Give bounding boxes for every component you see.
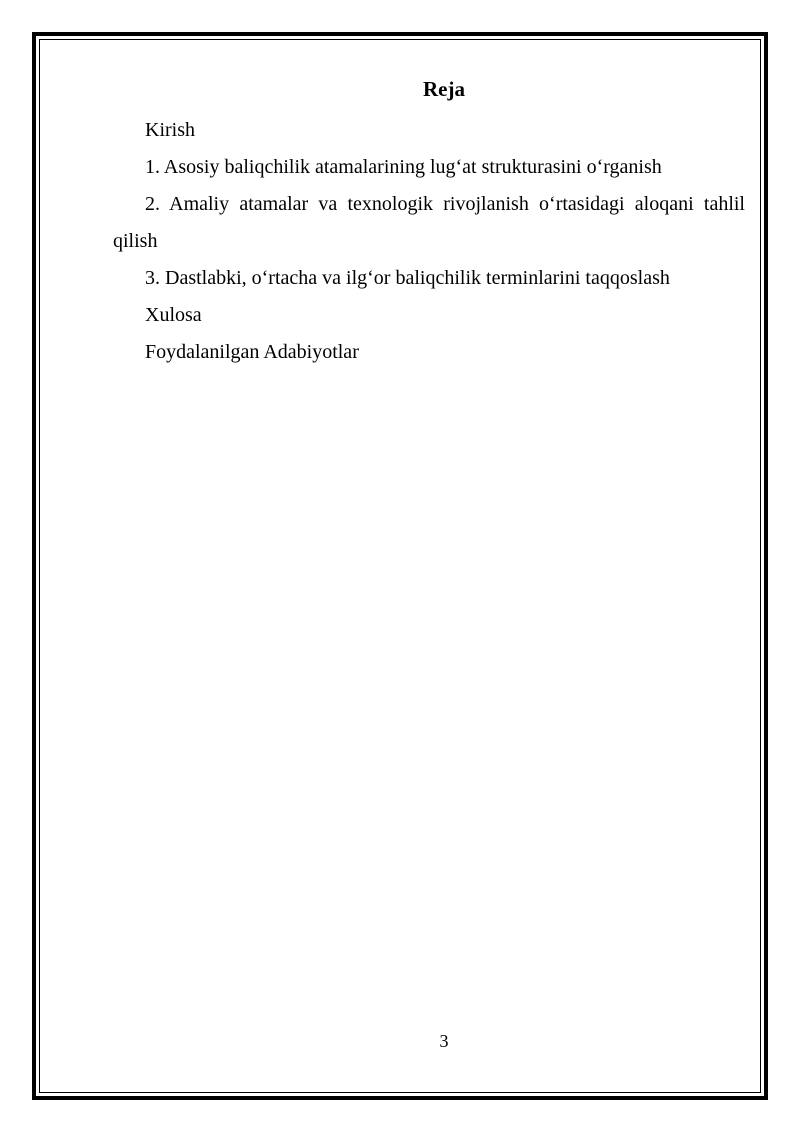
- table-of-contents: [113, 112, 745, 371]
- page-number: 3: [439, 1031, 449, 1051]
- page-title: Reja: [423, 77, 465, 101]
- toc-item-introduction: Kirish: [145, 119, 195, 141]
- toc-item-references: Foydalanilgan Adabiyotlar: [145, 341, 359, 363]
- toc-item-chapter-3: 3. Dastlabki, o‘rtacha va ilg‘or baliqchilik terminlarini taqqoslash: [145, 267, 670, 289]
- toc-item-chapter-1: 1. Asosiy baliqchilik atamalarining lug‘at strukturasini o‘rganish: [145, 156, 662, 178]
- toc-item-conclusion: Xulosa: [145, 304, 202, 326]
- toc-item-chapter-2: 2. Amaliy atamalar va texnologik rivojlanish o‘rtasidagi aloqani tahlil qilish: [113, 193, 745, 252]
